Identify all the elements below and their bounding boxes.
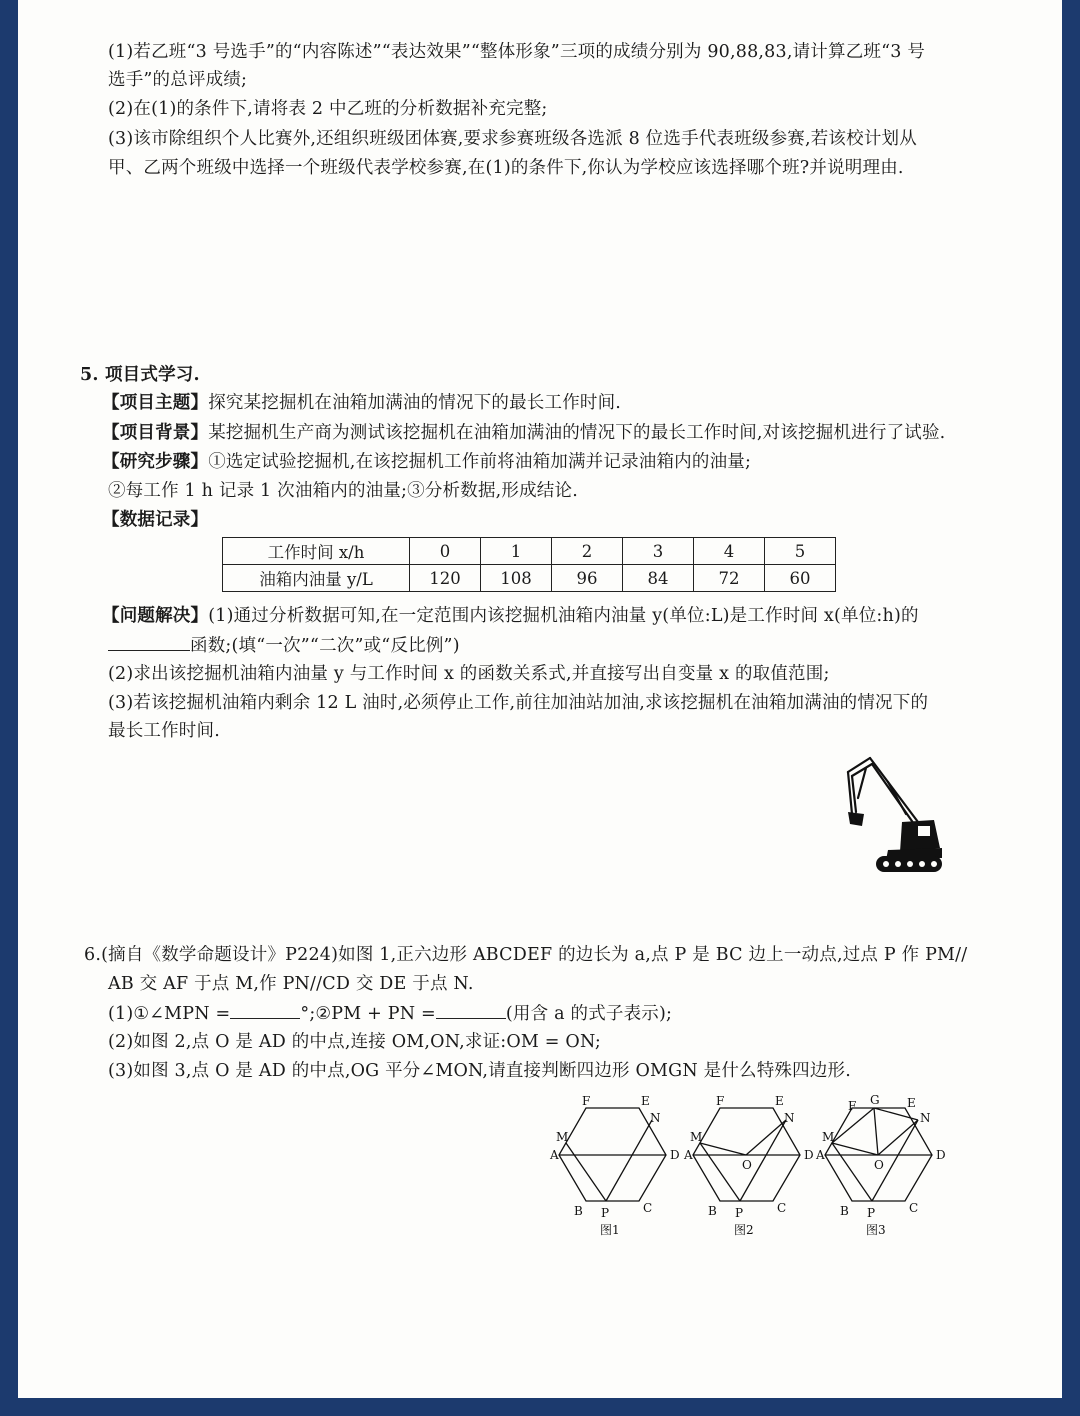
fig1-label: F (582, 1094, 591, 1108)
q4-part1-line1: (1)若乙班“3 号选手”的“内容陈述”“表达效果”“整体形象”三项的成绩分别为 90,88,83,请计算乙班“3 号 (108, 42, 926, 62)
fig2-caption: 图2 (734, 1223, 754, 1237)
q5-number: 5. (80, 365, 99, 385)
table-cell: 96 (552, 565, 623, 592)
answer-blank (230, 1002, 300, 1019)
table-row (223, 538, 836, 565)
fig2-label: E (775, 1094, 784, 1108)
table-cell: 5 (765, 538, 836, 565)
q5-steps-label: 【研究步骤】 (102, 452, 209, 472)
q5-theme-text: 探究某挖掘机在油箱加满油的情况下的最长工作时间. (208, 393, 622, 413)
fig3-caption: 图3 (866, 1223, 886, 1237)
q6-intro-text: (摘自《数学命题设计》P224)如图 1,正六边形 ABCDEF 的边长为 a,点 P 是 BC 边上一动点,过点 P 作 PM// (101, 945, 968, 965)
q5-data-table (222, 537, 836, 592)
answer-blank (108, 634, 190, 651)
q5-solve-part3-line2: 最长工作时间. (108, 721, 220, 741)
table-cell: 108 (481, 565, 552, 592)
fig2-label: M (690, 1130, 703, 1144)
q5-solve-part1: (1)通过分析数据可知,在一定范围内该挖掘机油箱内油量 y(单位:L)是工作时间 x(单位:h)的 (208, 606, 919, 626)
q4-part2: (2)在(1)的条件下,请将表 2 中乙班的分析数据补充完整; (108, 99, 548, 119)
fig1-label: C (643, 1201, 653, 1215)
table-row (223, 565, 836, 592)
table-cell: 2 (552, 538, 623, 565)
figure-3 (816, 1093, 952, 1242)
q5-solve-part2: (2)求出该挖掘机油箱内油量 y 与工作时间 x 的函数关系式,并直接写出自变量 x 的取值范围; (108, 664, 830, 684)
exam-page (18, 0, 1062, 1398)
q6-part1-c: (用含 a 的式子表示); (505, 1004, 673, 1024)
table-header-cell: 油箱内油量 y/L (223, 565, 410, 592)
fig1-label: N (650, 1111, 661, 1125)
q5-background-label: 【项目背景】 (102, 423, 209, 443)
fig1-label: D (670, 1148, 680, 1162)
fig3-label: M (822, 1130, 835, 1144)
table-cell: 120 (410, 565, 481, 592)
fig3-label: P (867, 1206, 876, 1220)
q6-number: 6. (84, 945, 102, 965)
q6-part3: (3)如图 3,点 O 是 AD 的中点,OG 平分∠MON,请直接判断四边形 OMGN 是什么特殊四边形. (108, 1061, 851, 1081)
table-cell: 1 (481, 538, 552, 565)
fig3-label: F (848, 1099, 857, 1113)
q5-background-text: 某挖掘机生产商为测试该挖掘机在油箱加满油的情况下的最长工作时间,对该挖掘机进行了试验. (208, 423, 946, 443)
q5-steps-line2: ②每工作 1 h 记录 1 次油箱内的油量;③分析数据,形成结论. (108, 481, 578, 501)
q5-steps-text: ①选定试验挖掘机,在该挖掘机工作前将油箱加满并记录油箱内的油量; (208, 452, 752, 472)
fig3-label: N (920, 1111, 931, 1125)
table-header-cell: 工作时间 x/h (223, 538, 410, 565)
q5-theme (102, 392, 621, 414)
fig3-label: A (816, 1148, 825, 1162)
table-cell: 0 (410, 538, 481, 565)
fig2-label: A (684, 1148, 693, 1162)
q5-solve-part3-line1: (3)若该挖掘机油箱内剩余 12 L 油时,必须停止工作,前往加油站加油,求该挖掘机在油箱加满油的情况下的 (108, 693, 929, 713)
q5-background (102, 422, 945, 444)
q5-data-label: 【数据记录】 (102, 510, 209, 530)
fig3-label: D (936, 1148, 946, 1162)
fig1-caption: 图1 (600, 1223, 620, 1237)
fig1-label: P (601, 1206, 610, 1220)
fig2-label: F (716, 1094, 725, 1108)
q6-part1-b: °;②PM + PN = (300, 1004, 436, 1024)
fig2-label: D (804, 1148, 814, 1162)
q5-theme-label: 【项目主题】 (102, 393, 209, 413)
fig3-label: B (840, 1204, 849, 1218)
q6-part1 (108, 1002, 672, 1025)
q5-solve-part1-end: 函数;(填“一次”“二次”或“反比例”) (190, 636, 460, 656)
q6-intro-line1 (84, 944, 967, 966)
table-cell: 72 (694, 565, 765, 592)
fig1-label: M (556, 1130, 569, 1144)
fig2-label: C (777, 1201, 787, 1215)
q5-solve-line1 (102, 605, 919, 627)
figure-2 (684, 1094, 820, 1242)
fig1-label: A (550, 1148, 559, 1162)
q5-solve-label: 【问题解决】 (102, 606, 209, 626)
fig2-label: P (735, 1206, 744, 1220)
answer-blank (436, 1002, 506, 1019)
fig2-label: B (708, 1204, 717, 1218)
table-cell: 60 (765, 565, 836, 592)
table-cell: 3 (623, 538, 694, 565)
q4-part1-line2: 选手”的总评成绩; (108, 70, 248, 90)
fig1-label: B (574, 1204, 583, 1218)
fig3-label: C (909, 1201, 919, 1215)
table-cell: 4 (694, 538, 765, 565)
figure-1 (550, 1094, 686, 1242)
q6-intro-line2: AB 交 AF 于点 M,作 PN//CD 交 DE 于点 N. (108, 974, 474, 994)
fig3-label: G (870, 1093, 880, 1107)
fig2-label: O (742, 1158, 752, 1172)
excavator-illustration (830, 752, 942, 876)
q4-part3-line1: (3)该市除组织个人比赛外,还组织班级团体赛,要求参赛班级各选派 8 位选手代表班级参赛,若该校计划从 (108, 129, 917, 149)
q5-title: 项目式学习. (104, 365, 200, 385)
fig2-label: N (784, 1111, 795, 1125)
q5-heading (80, 364, 200, 386)
fig3-label: E (907, 1096, 916, 1110)
fig1-label: E (641, 1094, 650, 1108)
q6-part2: (2)如图 2,点 O 是 AD 的中点,连接 OM,ON,求证:OM = ON; (108, 1032, 601, 1052)
q6-part1-a: (1)①∠MPN = (108, 1004, 231, 1024)
q5-steps (102, 451, 751, 473)
q5-solve-line2 (108, 634, 460, 657)
table-cell: 84 (623, 565, 694, 592)
q4-part3-line2: 甲、乙两个班级中选择一个班级代表学校参赛,在(1)的条件下,你认为学校应该选择哪个班?并说明理由. (108, 158, 904, 178)
fig3-label: O (874, 1158, 884, 1172)
